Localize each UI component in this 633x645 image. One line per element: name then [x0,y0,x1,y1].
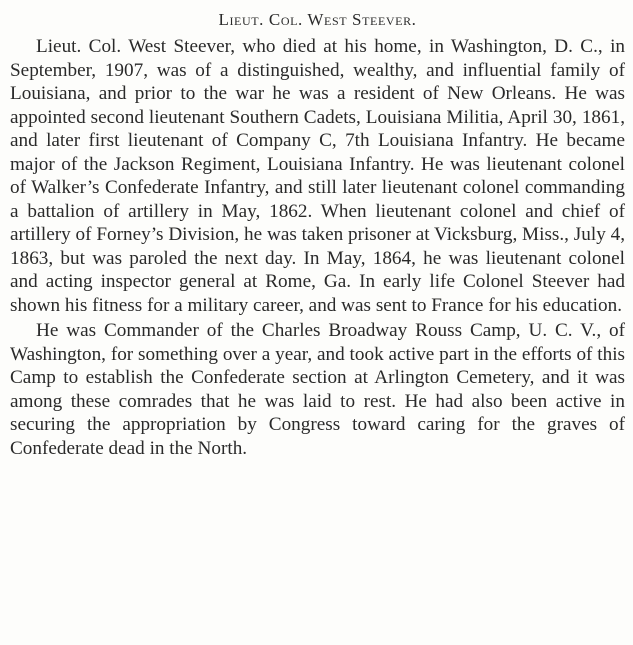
article-title: Lieut. Col. West Steever. [218,10,417,29]
paragraph-1: Lieut. Col. West Steever, who died at his home, in Washington, D. C., in September, 1907, was of a distinguished, wealthy, and influential family of Louisiana, and prior to the war he was a resident of New Orleans. He was appointed second lieutenant Southern Cadets, Louisiana Militia, April 30, 1861, and later first lieutenant of Company C, 7th Louisiana Infantry. He became major of the Jackson Regiment, Louisiana Infantry. He was lieutenant colonel of Walker’s Confederate Infantry, and still later lieutenant colonel commanding a battalion of artillery in May, 1862. When lieutenant colonel and chief of artillery of Forney’s Division, he was taken prisoner at Vicksburg, Miss., July 4, 1863, but was paroled the next day. In May, 1864, he was lieutenant colonel and acting inspector general at Rome, Ga. In early life Colonel Steever had shown his fitness for a military career, and was sent to France for his education. [10,36,625,316]
paragraph-2: He was Commander of the Charles Broadway Rouss Camp, U. C. V., of Washington, for something over a year, and took active part in the efforts of this Camp to establish the Confederate section at Arlington Cemetery, and it was among these comrades that he was laid to rest. He had also been active in securing the appropriation by Congress toward caring for the graves of Confederate dead in the North. [10,320,625,459]
